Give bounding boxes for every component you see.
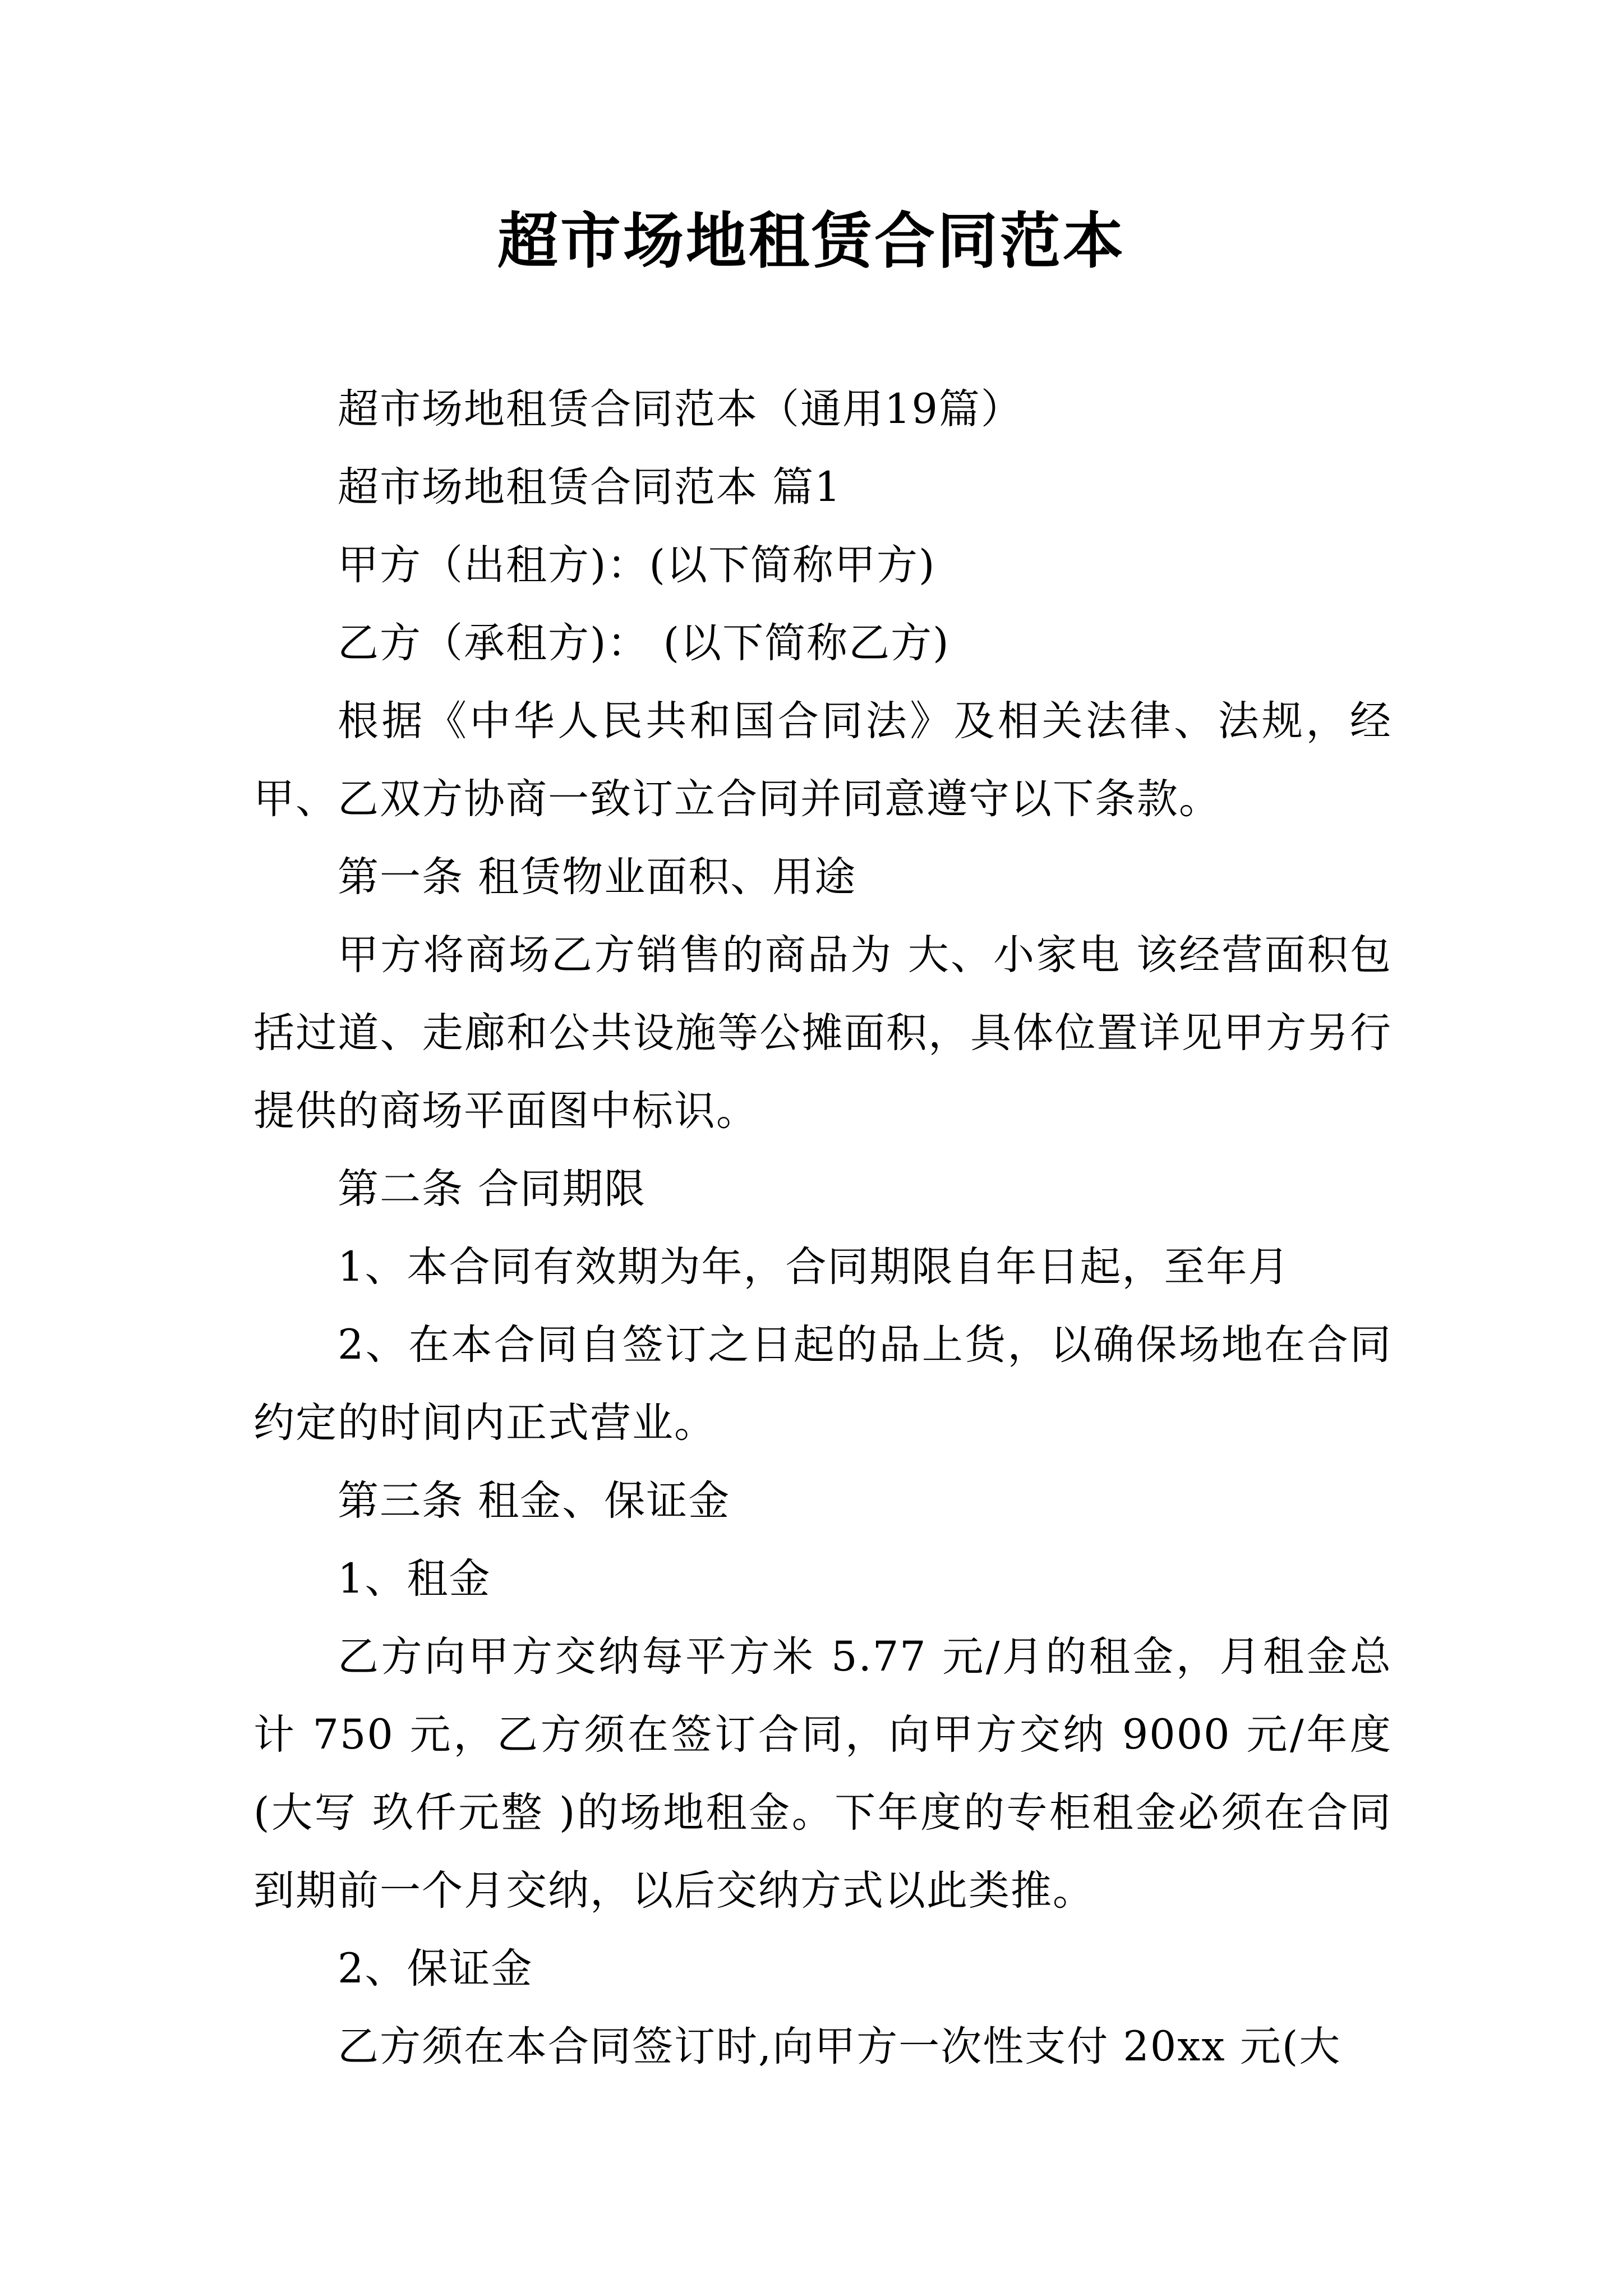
article-2-clause-1: 1、本合同有效期为年，合同期限自年日起，至年月	[338, 1243, 1290, 1291]
section-heading-part1: 超市场地租赁合同范本 篇1	[338, 463, 842, 511]
document-body	[253, 370, 1392, 2086]
article-2-clause-2: 2、在本合同自签订之日起的品上货，以确保场地在合同约定的时间内正式营业。	[253, 1321, 1392, 1447]
document-title: 超市场地租赁合同范本	[497, 206, 1126, 277]
party-b-line: 乙方（承租方)： (以下简称乙方)	[338, 619, 950, 667]
article-3-deposit-heading: 2、保证金	[338, 1945, 533, 1993]
article-1-paragraph: 甲方将商场乙方销售的商品为 大、小家电 该经营面积包括过道、走廊和公共设施等公摊面积，具体位置详见甲方另行提供的商场平面图中标识。	[253, 931, 1392, 1135]
article-1-heading: 第一条 租赁物业面积、用途	[338, 853, 857, 901]
preamble-paragraph: 根据《中华人民共和国合同法》及相关法律、法规，经甲、乙双方协商一致订立合同并同意遵守以下条款。	[253, 697, 1392, 823]
article-3-heading: 第三条 租金、保证金	[338, 1477, 731, 1525]
article-2-heading: 第二条 合同期限	[338, 1165, 647, 1213]
article-3-deposit-paragraph: 乙方须在本合同签订时,向甲方一次性支付 20xx 元(大	[338, 2023, 1341, 2070]
article-3-rent-paragraph: 乙方向甲方交纳每平方米 5.77 元/月的租金，月租金总计 750 元，乙方须在签订合同，向甲方交纳 9000 元/年度(大写 玖仟元整 )的场地租金。下年度的专柜租金必须在合同到期前一个月交纳，以后交纳方式以此类推。	[253, 1633, 1392, 1915]
party-a-line: 甲方（出租方)：(以下简称甲方)	[338, 541, 936, 589]
subtitle-paragraph: 超市场地租赁合同范本（通用19篇）	[338, 385, 1023, 433]
article-3-rent-heading: 1、租金	[338, 1555, 491, 1603]
